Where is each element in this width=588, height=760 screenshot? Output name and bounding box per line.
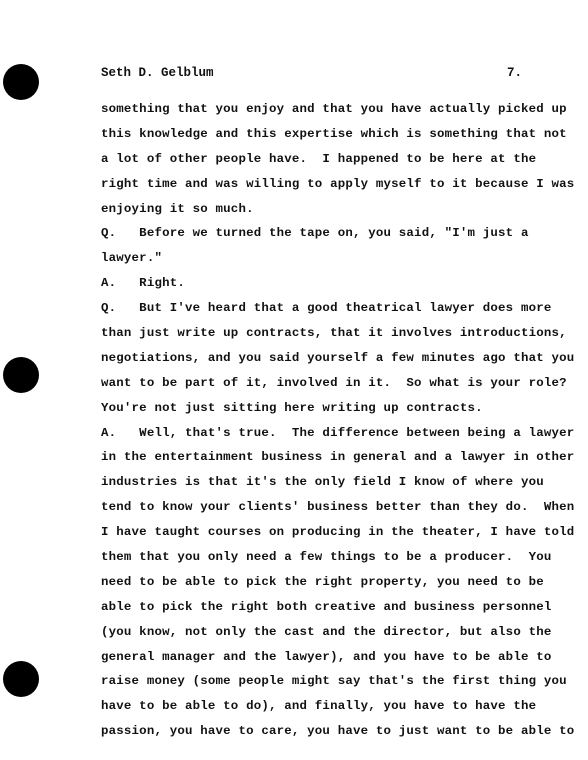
transcript-line: (you know, not only the cast and the director, but also the <box>101 624 552 639</box>
transcript-line: A. Well, that's true. The difference between being a lawyer <box>101 425 575 440</box>
transcript-line: right time and was willing to apply myself to it because I was <box>101 176 575 191</box>
binder-hole-top <box>3 64 39 100</box>
binder-hole-middle <box>3 357 39 393</box>
transcript-line: Q. But I've heard that a good theatrical lawyer does more <box>101 301 552 316</box>
transcript-line: enjoying it so much. <box>101 201 254 216</box>
transcript-line: lawyer." <box>101 251 163 266</box>
transcript-line: have to be able to do), and finally, you have to have the <box>101 699 537 714</box>
transcript-line: passion, you have to care, you have to just want to be able to <box>101 724 575 739</box>
page-header <box>101 66 522 80</box>
transcript-body <box>101 97 575 744</box>
transcript-line: able to pick the right both creative and business personnel <box>101 599 552 614</box>
transcript-line: You're not just sitting here writing up contracts. <box>101 400 483 415</box>
transcript-line: this knowledge and this expertise which is something that not <box>101 126 567 141</box>
transcript-line: them that you only need a few things to be a producer. You <box>101 550 552 565</box>
transcript-line: I have taught courses on producing in the theater, I have told <box>101 525 575 540</box>
transcript-line: raise money (some people might say that's the first thing you <box>101 674 567 689</box>
binder-hole-bottom <box>3 661 39 697</box>
page-number: 7. <box>506 66 522 80</box>
transcript-line: want to be part of it, involved in it. So what is your role? <box>101 375 567 390</box>
transcript-line: Q. Before we turned the tape on, you said, "I'm just a <box>101 226 529 241</box>
transcript-line: need to be able to pick the right property, you need to be <box>101 574 544 589</box>
transcript-line: tend to know your clients' business better than they do. When <box>101 500 575 515</box>
transcript-line: a lot of other people have. I happened to be here at the <box>101 151 537 166</box>
transcript-line: something that you enjoy and that you have actually picked up <box>101 102 567 116</box>
transcript-line: A. Right. <box>101 276 185 291</box>
transcript-line: industries is that it's the only field I know of where you <box>101 475 544 490</box>
transcript-line: in the entertainment business in general and a lawyer in other <box>101 450 575 465</box>
transcript-line: general manager and the lawyer), and you have to be able to <box>101 649 552 664</box>
transcript-line: than just write up contracts, that it involves introductions, <box>101 326 567 341</box>
header-name: Seth D. Gelblum <box>101 66 214 80</box>
transcript-line: negotiations, and you said yourself a few minutes ago that you <box>101 350 575 365</box>
